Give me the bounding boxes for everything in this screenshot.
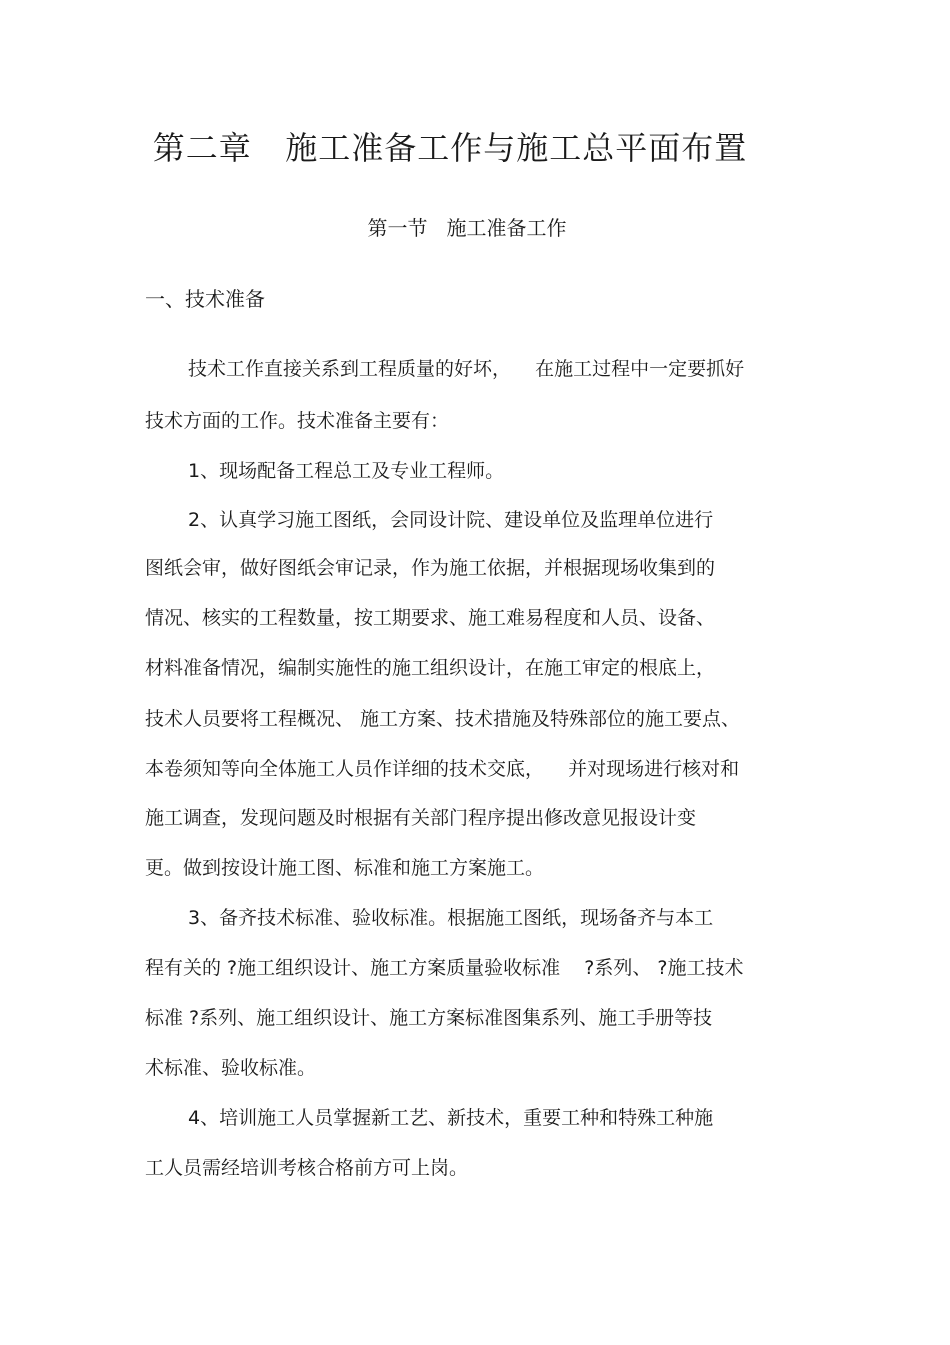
paragraph-line: 材料准备情况，编制实施性的施工组织设计，在施工审定的根底上，: [145, 657, 716, 679]
paragraph-line: 3、备齐技术标准、验收标准。根据施工图纸，现场备齐与本工: [188, 907, 714, 929]
paragraph-line: 4、培训施工人员掌握新工艺、新技术，重要工种和特殊工种施: [188, 1107, 714, 1129]
paragraph-line: 标准 ?系列、施工组织设计、施工方案标准图集系列、施工手册等技: [145, 1007, 713, 1029]
paragraph-line: 技术方面的工作。技术准备主要有：: [145, 410, 450, 432]
paragraph-line: 技术人员要将工程概况、 施工方案、技术措施及特殊部位的施工要点、: [145, 708, 741, 730]
paragraph-line: 更。做到按设计施工图、标准和施工方案施工。: [145, 857, 545, 879]
paragraph-line: 本卷须知等向全体施工人员作详细的技术交底， 并对现场进行核对和: [145, 758, 740, 780]
paragraph-line: 术标准、验收标准。: [145, 1057, 317, 1079]
paragraph-line: 施工调查，发现问题及时根据有关部门程序提出修改意见报设计变: [145, 807, 697, 829]
paragraph-line: 程有关的 ?施工组织设计、施工方案质量验收标准 ?系列、 ?施工技术: [145, 957, 744, 979]
paragraph-line: 工人员需经培训考核合格前方可上岗。: [145, 1157, 469, 1179]
paragraph-line: 1、现场配备工程总工及专业工程师。: [188, 460, 505, 482]
paragraph-line: 技术工作直接关系到工程质量的好坏， 在施工过程中一定要抓好: [188, 358, 745, 380]
chapter-title: 第二章 施工准备工作与施工总平面布置: [152, 129, 748, 167]
section-title: 第一节 施工准备工作: [367, 216, 567, 240]
paragraph-line: 图纸会审，做好图纸会审记录，作为施工依据，并根据现场收集到的: [145, 557, 716, 579]
paragraph-line: 2、认真学习施工图纸，会同设计院、建设单位及监理单位进行: [188, 509, 714, 531]
subsection-heading: 一、技术准备: [145, 287, 265, 311]
paragraph-line: 情况、核实的工程数量，按工期要求、施工难易程度和人员、设备、: [145, 607, 716, 629]
